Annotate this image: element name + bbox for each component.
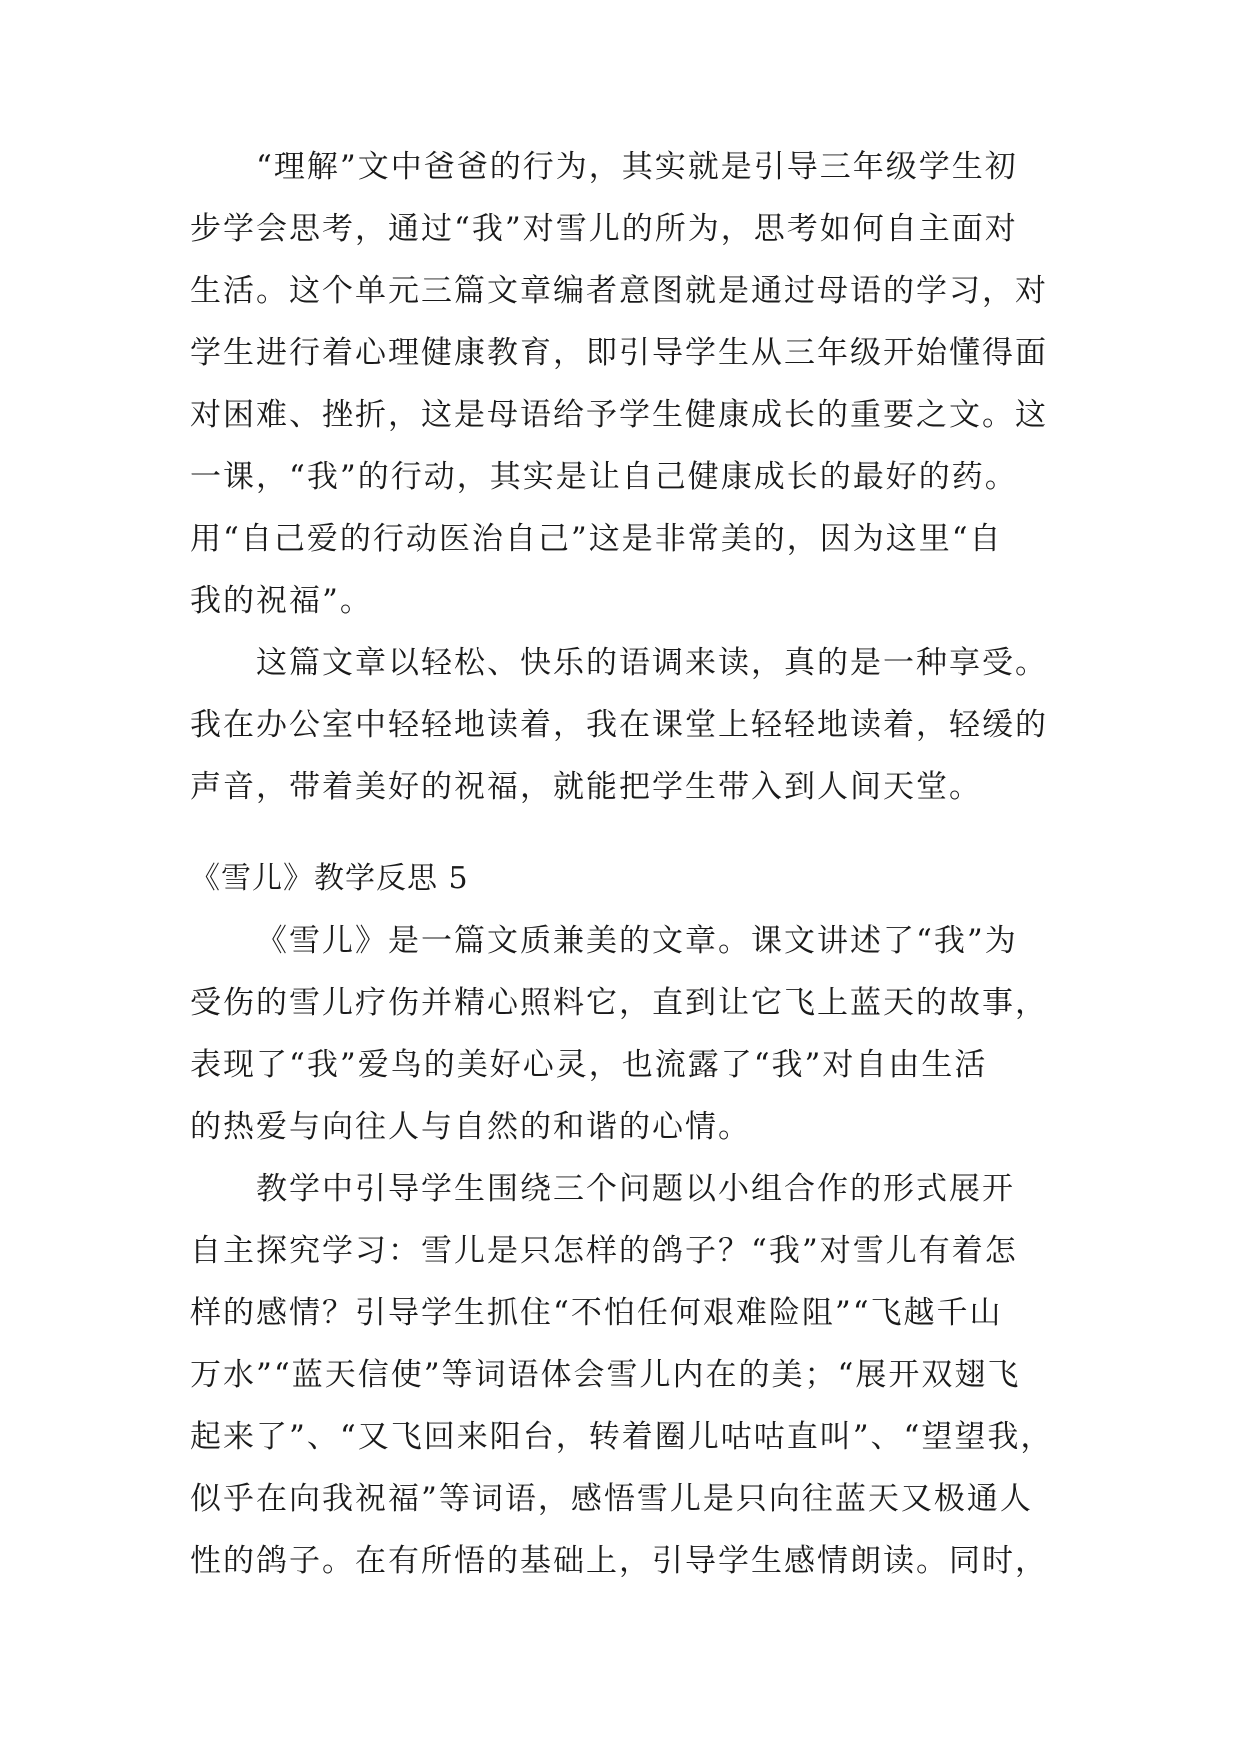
text-line: 教学中引导学生围绕三个问题以小组合作的形式展开 xyxy=(256,1171,1015,1207)
paragraph-teaching-method xyxy=(190,1158,1060,1592)
text-line: 步学会思考，通过“我”对雪儿的所为，思考如何自主面对 xyxy=(190,211,1018,247)
text-line: 我在办公室中轻轻地读着，我在课堂上轻轻地读着，轻缓的 xyxy=(190,707,1048,743)
text-line: 生活。这个单元三篇文章编者意图就是通过母语的学习，对 xyxy=(190,273,1048,309)
text-line: 的热爱与向往人与自然的和谐的心情。 xyxy=(190,1109,751,1145)
text-line: 对困难、挫折，这是母语给予学生健康成长的重要之文。这 xyxy=(190,397,1048,433)
text-line: 学生进行着心理健康教育，即引导学生从三年级开始懂得面 xyxy=(190,335,1048,371)
text-line: 自主探究学习：雪儿是只怎样的鸽子？“我”对雪儿有着怎 xyxy=(190,1233,1018,1269)
paragraph-understanding xyxy=(190,136,1060,632)
text-line: 似乎在向我祝福”等词语，感悟雪儿是只向往蓝天又极通人 xyxy=(190,1481,1033,1517)
section-heading: 《雪儿》教学反思 5 xyxy=(190,861,469,896)
text-line: 表现了“我”爱鸟的美好心灵，也流露了“我”对自由生活 xyxy=(190,1047,988,1083)
text-line: 用“自己爱的行动医治自己”这是非常美的，因为这里“自 xyxy=(190,521,1003,557)
text-line: 一课，“我”的行动，其实是让自己健康成长的最好的药。 xyxy=(190,459,1018,495)
text-line: 受伤的雪儿疗伤并精心照料它，直到让它飞上蓝天的故事， xyxy=(190,985,1048,1021)
text-line: 起来了”、“又飞回来阳台，转着圈儿咕咕直叫”、“望望我， xyxy=(190,1419,1054,1455)
text-line: 我的祝福”。 xyxy=(190,583,373,619)
text-line: “理解”文中爸爸的行为，其实就是引导三年级学生初 xyxy=(256,149,1018,185)
text-line: 样的感情？引导学生抓住“不怕任何艰难险阻”“飞越千山 xyxy=(190,1295,1003,1331)
text-line: 万水”“蓝天信使”等词语体会雪儿内在的美；“展开双翅飞 xyxy=(190,1357,1021,1393)
text-line: 声音，带着美好的祝福，就能把学生带入到人间天堂。 xyxy=(190,769,982,805)
text-line: 《雪儿》是一篇文质兼美的文章。课文讲述了“我”为 xyxy=(256,923,1018,959)
paragraph-reading-enjoyment xyxy=(190,632,1060,818)
paragraph-article-summary xyxy=(190,910,1060,1158)
text-line: 这篇文章以轻松、快乐的语调来读，真的是一种享受。 xyxy=(256,645,1048,681)
text-line: 性的鸽子。在有所悟的基础上，引导学生感情朗读。同时， xyxy=(190,1543,1048,1579)
